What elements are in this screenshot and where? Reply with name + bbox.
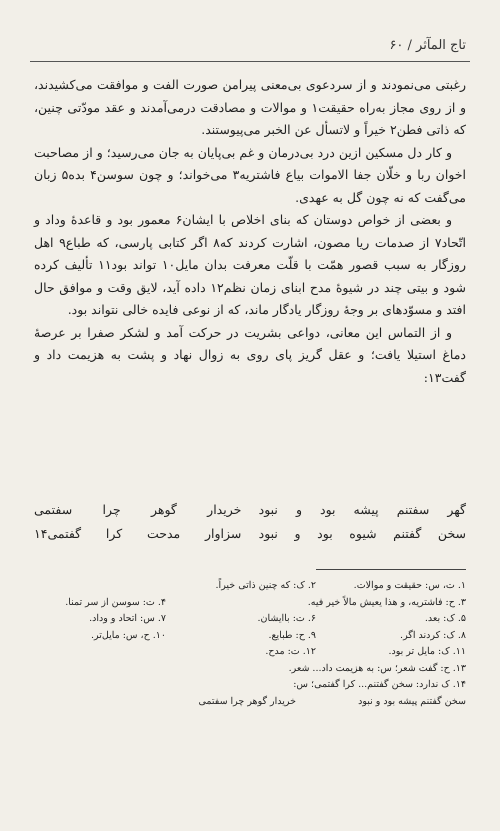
footnote-line: [34, 644, 466, 661]
header-rule: [30, 61, 470, 62]
verse-hemistich-right: سخن گفتنم شیوه بود و نبود: [258, 526, 466, 541]
footnote: ۱۳. ح: گفت شعر؛ س: به هزیمت داد... شعر.: [288, 662, 466, 674]
footnote: ۱۰. ح، س: مایل‌تر.: [90, 629, 166, 641]
footnote: ۱۱. ک: مایل تر بود.: [388, 646, 466, 657]
main-text: [34, 74, 466, 389]
verse-hemistich-right: گهر سفتنم پیشه بود و نبود: [258, 502, 466, 517]
footnote: ۴. ت: سوسن از سر تمنا.: [65, 596, 166, 608]
footnote-line: [34, 578, 466, 595]
paragraph: و بعضی از خواص دوستان که بنای اخلاص با ایشان۶ معمور بود و قاعدهٔ وداد و اتّحاد۷ از صدمات ریا مصون، اشارت کردند که۸ اگر کتابی پارسی، که طباع۹ اهل روزگار به سبب قصور همّت با قلّت معرفت بدان مایل۱۰ تواند بود۱۱ تألیف کرده شود و بیتی چند در شیوهٔ مدح ابنای زمان نظم۱۲ داده آید، لایق وقت و موافق حال افتد و مسوّدهای بر وجهٔ روزگار یادگار ماند، که از نوعی فایده خالی نتواند بود.: [34, 212, 467, 317]
footnote-verse-line: [34, 694, 466, 711]
verse-line: [34, 498, 466, 522]
footnote: ۷. س: اتحاد و وداد.: [89, 613, 166, 624]
footnote: ۳. ح: فاشتریه، و هذا یعیش مالاً خیر فیه.: [307, 596, 466, 608]
footnote-verse-hemistich: سخن گفتنم پیشه بود و نبود: [358, 695, 466, 707]
paragraph: رغبتی می‌نمودند و از سردعوی بی‌معنی پیرامن صورت الفت و موافقت می‌کشیدند، و از روی مجاز به‌راه حقیقت۱ و موالات و مصادقت درمی‌آمدند و عقد مودّتی چنین، که ذاتی فطن۲ خیراً و لاتسأل عن الخبر می‌پیوستند.: [34, 77, 466, 137]
footnote-line: [34, 611, 466, 628]
footnote-verse-hemistich: خریدار گوهر چرا سفتمی: [198, 695, 296, 707]
footnote: ۹. ح: طبایع.: [268, 629, 316, 641]
poem-block: [34, 498, 466, 546]
paragraph: و کار دل مسکین ازین درد بی‌درمان و غم بی‌پایان به جان می‌رسید؛ و از مصاحبت اخوان ربا و خلّان جفا الاموات بیاع فاشتریه۳ می‌خواند؛ و چون سوسن۴ بده۵ زبان می‌گفت که نه چون گل به عهدی.: [34, 144, 466, 205]
footnote: ۸. ک: کردند اگر.: [400, 629, 466, 641]
footnote-line: [34, 677, 466, 694]
footnote-line: [34, 661, 466, 678]
footnote-rule: [316, 569, 466, 570]
footnote: ۲. ک: که چنین ذاتی خیراً.: [215, 580, 316, 591]
footnotes: [34, 578, 466, 710]
footnote: ۶. ت: باایشان.: [257, 613, 316, 624]
footnote: [36, 578, 166, 595]
footnote-line: [34, 595, 466, 612]
verse-hemistich-left: خریدار گوهر چرا سفتمی: [34, 502, 242, 517]
footnote: ۱. ت، س: حقیقت و موالات.: [353, 580, 466, 591]
footnote: ۱۲. ت: مدح.: [265, 646, 316, 657]
paragraph: و از التماس این معانی، دواعی بشریت در حرکت آمد و لشکر صفرا بر عرصهٔ دماغ استیلا یافت؛ و عقل گریز پای روی به زوال نهاد و پشت به هزیمت داد و گفت۱۳:: [34, 324, 466, 385]
footnote: ۵. ک: بعد.: [424, 613, 466, 624]
footnote: ۱۴. ک ندارد: سخن گفتنم... کرا گفتمی؛ س:: [293, 679, 466, 690]
footnote-line: [34, 628, 466, 645]
verse-hemistich-left: سزاوار مدحت کرا گفتمی۱۴: [34, 526, 242, 541]
verse-line: [34, 522, 466, 546]
running-header: تاج المآثر / ۶۰: [389, 38, 466, 53]
